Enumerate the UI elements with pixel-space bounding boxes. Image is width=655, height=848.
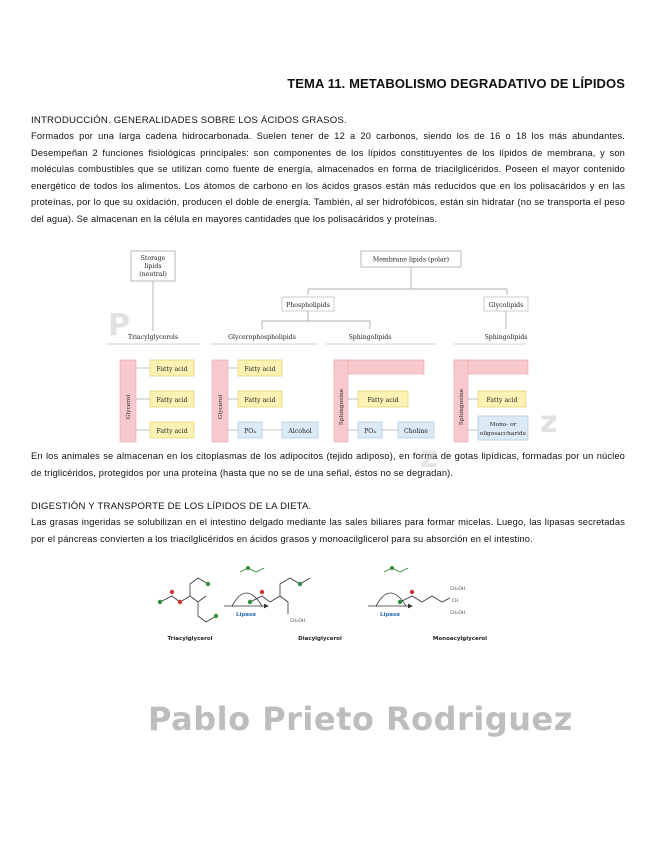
- svg-text:Fatty acid: Fatty acid: [244, 397, 276, 404]
- svg-text:Mono- or: Mono- or: [489, 422, 517, 428]
- triacylglycerol-label: Triacylglycerol: [167, 636, 213, 642]
- svg-text:oligosaccharide: oligosaccharide: [479, 431, 527, 437]
- svg-text:lipids: lipids: [144, 263, 162, 270]
- lipid-classification-diagram: [104, 247, 529, 445]
- digestion-paragraph: Las grasas ingeridas se solubilizan en el intestino delgado mediante las sales biliares para formar micelas. Luego, las lipasas secretadas por el páncreas convierten a los triacilglicéridos en ácidos grasos y monoacilglicerol para su absorción en el intestino.: [31, 517, 625, 544]
- author-watermark: Pablo Prieto Rodriguez: [148, 700, 573, 738]
- svg-text:Sphingosine: Sphingosine: [339, 388, 345, 426]
- svg-text:Fatty acid: Fatty acid: [156, 428, 188, 435]
- triacylglycerol-structure: [160, 596, 206, 602]
- section-heading-digestion: DIGESTIÓN Y TRANSPORTE DE LOS LÍPIDOS DE LA DIETA.: [31, 501, 312, 512]
- svg-text:Sphingosine: Sphingosine: [459, 388, 465, 426]
- glycolipids-label: Glycolipids: [488, 302, 524, 309]
- svg-text:Choline: Choline: [403, 428, 429, 435]
- svg-text:CH₂OH: CH₂OH: [450, 587, 466, 592]
- svg-text:CH: CH: [452, 599, 459, 604]
- page-title: TEMA 11. METABOLISMO DEGRADATIVO DE LÍPIDOS: [287, 76, 625, 91]
- sphingolipids-label: Sphingolipids: [348, 334, 392, 341]
- membrane-lipids-label: Membrane lipids (polar): [372, 256, 450, 264]
- watermark-fragment: z: [540, 405, 558, 440]
- svg-text:Fatty acid: Fatty acid: [367, 397, 399, 404]
- watermark-fragment: z: [420, 440, 438, 475]
- svg-text:Fatty acid: Fatty acid: [244, 366, 276, 373]
- svg-text:CH₂OH: CH₂OH: [290, 619, 306, 624]
- phospholipids-label: Phospholipids: [286, 302, 330, 309]
- lipase-label-1: Lipase: [235, 612, 257, 618]
- intro-paragraph: Formados por una larga cadena hidrocarbonada. Suelen tener de 12 a 20 carbonos, siendo los de 16 o 18 los más abundantes. Desempeñan 2 funciones fisiológicas principales: son componentes de los lípidos constituyentes de los lípidos de membrana, y son moléculas combustibles que se utilizan como fuente de energía, almacenados en forma de triacilglicéridos. Poseen el mayor contenido energético de todos los alimentos. Los átomos de carbono en los ácidos grasos están más reducidos que en los polisacáridos y en las proteínas, por lo que su oxidación, producen el doble de energía. También, al ser hidrofóbicos, están sin hidratar (no se transporta el peso del agua). Se almacenan en la célula en mayores cantidades que los polisacáridos y proteínas.: [31, 131, 625, 224]
- triacylglycerols-label: Triacylglycerols: [127, 334, 179, 341]
- section-heading-introduction: INTRODUCCIÓN. GENERALIDADES SOBRE LOS ÁCIDOS GRASOS.: [31, 115, 347, 126]
- svg-text:PO₄: PO₄: [244, 428, 256, 435]
- lipase-reaction-diagram: [150, 562, 500, 648]
- svg-text:PO₄: PO₄: [364, 428, 376, 435]
- sphingolipids-label-2: Sphingolipids: [484, 334, 528, 341]
- svg-text:Fatty acid: Fatty acid: [156, 366, 188, 373]
- svg-text:CH₂OH: CH₂OH: [450, 611, 466, 616]
- svg-text:Fatty acid: Fatty acid: [486, 397, 518, 404]
- svg-text:Glycerol: Glycerol: [218, 394, 224, 420]
- svg-text:Alcohol: Alcohol: [288, 428, 312, 435]
- adipocyte-paragraph: En los animales se almacenan en los citoplasmas de los adipocitos (tejido adiposo), en forma de gotas lipídicas, formadas por un núcleo de triglicéridos, protegidos por una proteína (hasta que no se de una señal, éstos no se degradan).: [31, 451, 625, 478]
- watermark-fragment: P: [108, 308, 130, 343]
- glycerophospholipids-label: Glycerophospholipids: [228, 334, 296, 341]
- svg-text:Fatty acid: Fatty acid: [156, 397, 188, 404]
- monoacylglycerol-label: Monoacylglycerol: [432, 636, 488, 642]
- svg-text:(neutral): (neutral): [139, 271, 167, 278]
- diacylglycerol-label: Diacylglycerol: [298, 636, 342, 642]
- storage-lipids-label: Storage: [140, 255, 166, 262]
- svg-text:Glycerol: Glycerol: [126, 394, 132, 420]
- lipase-label-2: Lipase: [379, 612, 401, 618]
